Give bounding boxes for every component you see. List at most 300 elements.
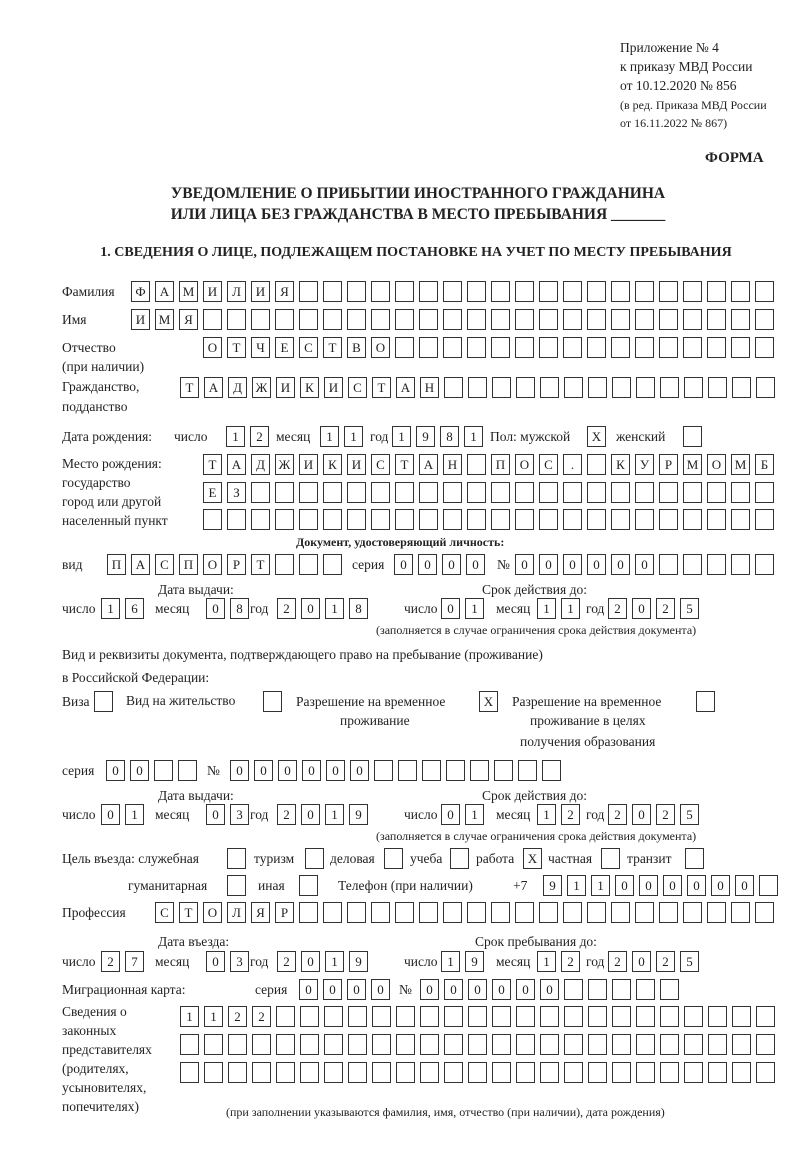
- profession-cell[interactable]: Р: [275, 902, 294, 923]
- person-surname-cell[interactable]: [731, 281, 750, 302]
- person-birth-place1-cell[interactable]: К: [611, 454, 630, 475]
- profession-cell[interactable]: [683, 902, 702, 923]
- person-citizenship-cell[interactable]: [516, 377, 535, 398]
- id-document-number-cell[interactable]: 0: [587, 554, 606, 575]
- profession-cell[interactable]: [659, 902, 678, 923]
- person-patronymic-cell[interactable]: [587, 337, 606, 358]
- profession-cell[interactable]: [707, 902, 726, 923]
- migration-card-number-cell[interactable]: 0: [444, 979, 463, 1000]
- representatives-line1-cell[interactable]: 1: [180, 1006, 199, 1027]
- profession-cell[interactable]: [347, 902, 366, 923]
- person-birth-place1-cell[interactable]: Д: [251, 454, 270, 475]
- person-surname-cell[interactable]: [347, 281, 366, 302]
- entry-entry-month-cell[interactable]: 3: [230, 951, 249, 972]
- person-birth-place2-cell[interactable]: [467, 482, 486, 503]
- person-citizenship-cell[interactable]: [636, 377, 655, 398]
- person-citizenship-cell[interactable]: А: [204, 377, 223, 398]
- entry-entry-year-cell[interactable]: 2: [277, 951, 296, 972]
- person-name-cell[interactable]: [443, 309, 462, 330]
- entry-stay-year-cell[interactable]: 2: [656, 951, 675, 972]
- id-document-valid-year-cell[interactable]: 5: [680, 598, 699, 619]
- person-citizenship-cell[interactable]: [684, 377, 703, 398]
- person-birth-place3-cell[interactable]: [683, 509, 702, 530]
- person-surname-cell[interactable]: [515, 281, 534, 302]
- person-birth-place1-cell[interactable]: П: [491, 454, 510, 475]
- profession-cell[interactable]: [491, 902, 510, 923]
- person-birth-place3-cell[interactable]: [707, 509, 726, 530]
- id-document-series-cell[interactable]: 0: [466, 554, 485, 575]
- person-birth-place1-cell[interactable]: У: [635, 454, 654, 475]
- person-birth-place2-cell[interactable]: [515, 482, 534, 503]
- person-citizenship-cell[interactable]: [660, 377, 679, 398]
- profession-cell[interactable]: [467, 902, 486, 923]
- person-birth-year-cell[interactable]: 1: [464, 426, 483, 447]
- purpose-work-cell[interactable]: X: [523, 848, 542, 869]
- representatives-line1-cell[interactable]: [468, 1006, 487, 1027]
- representatives-line3-cell[interactable]: [540, 1062, 559, 1083]
- representatives-line3-cell[interactable]: [252, 1062, 271, 1083]
- id-document-valid-month-cell[interactable]: 1: [537, 598, 556, 619]
- person-name-cell[interactable]: [419, 309, 438, 330]
- entry-stay-day-cell[interactable]: 9: [465, 951, 484, 972]
- representatives-line1-cell[interactable]: 2: [228, 1006, 247, 1027]
- entry-stay-year-cell[interactable]: 0: [632, 951, 651, 972]
- person-birth-place1-cell[interactable]: [467, 454, 486, 475]
- person-name-cell[interactable]: [515, 309, 534, 330]
- representatives-line2-cell[interactable]: [540, 1034, 559, 1055]
- person-sex-male-cell[interactable]: X: [587, 426, 606, 447]
- stay-document-series-cell[interactable]: 0: [106, 760, 125, 781]
- person-birth-place2-cell[interactable]: [587, 482, 606, 503]
- id-document-valid-year-cell[interactable]: 0: [632, 598, 651, 619]
- person-surname-cell[interactable]: [659, 281, 678, 302]
- representatives-line3-cell[interactable]: [228, 1062, 247, 1083]
- stay-document-temp-residence-cell[interactable]: X: [479, 691, 498, 712]
- person-birth-place2-cell[interactable]: [419, 482, 438, 503]
- person-birth-day-cell[interactable]: 2: [250, 426, 269, 447]
- person-name-cell[interactable]: Я: [179, 309, 198, 330]
- person-birth-place3-cell[interactable]: [659, 509, 678, 530]
- person-citizenship-cell[interactable]: Д: [228, 377, 247, 398]
- entry-entry-year-cell[interactable]: 0: [301, 951, 320, 972]
- person-patronymic-cell[interactable]: [659, 337, 678, 358]
- representatives-line3-cell[interactable]: [372, 1062, 391, 1083]
- person-birth-place1-cell[interactable]: И: [347, 454, 366, 475]
- id-document-issue-year-cell[interactable]: 0: [301, 598, 320, 619]
- profession-cell[interactable]: [371, 902, 390, 923]
- person-patronymic-cell[interactable]: [491, 337, 510, 358]
- person-birth-month-cell[interactable]: 1: [320, 426, 339, 447]
- stay-document-valid-day-cell[interactable]: 1: [465, 804, 484, 825]
- migration-card-number-cell[interactable]: 0: [516, 979, 535, 1000]
- person-birth-place1-cell[interactable]: К: [323, 454, 342, 475]
- stay-document-valid-year-cell[interactable]: 5: [680, 804, 699, 825]
- representatives-line2-cell[interactable]: [684, 1034, 703, 1055]
- person-name-cell[interactable]: [275, 309, 294, 330]
- profession-cell[interactable]: [515, 902, 534, 923]
- person-citizenship-cell[interactable]: [612, 377, 631, 398]
- profession-cell[interactable]: [299, 902, 318, 923]
- person-surname-cell[interactable]: А: [155, 281, 174, 302]
- representatives-line1-cell[interactable]: [756, 1006, 775, 1027]
- representatives-line3-cell[interactable]: [396, 1062, 415, 1083]
- person-patronymic-cell[interactable]: [515, 337, 534, 358]
- person-birth-place2-cell[interactable]: [539, 482, 558, 503]
- representatives-line2-cell[interactable]: [492, 1034, 511, 1055]
- person-patronymic-cell[interactable]: [707, 337, 726, 358]
- id-document-valid-day-cell[interactable]: 1: [465, 598, 484, 619]
- stay-document-residence-cell[interactable]: [263, 691, 282, 712]
- person-sex-female-cell[interactable]: [683, 426, 702, 447]
- representatives-line3-cell[interactable]: [444, 1062, 463, 1083]
- person-birth-place2-cell[interactable]: [443, 482, 462, 503]
- migration-card-series-cell[interactable]: 0: [371, 979, 390, 1000]
- person-name-cell[interactable]: [707, 309, 726, 330]
- representatives-line3-cell[interactable]: [468, 1062, 487, 1083]
- person-name-cell[interactable]: [347, 309, 366, 330]
- person-surname-cell[interactable]: [323, 281, 342, 302]
- id-document-kind-cell[interactable]: [275, 554, 294, 575]
- profession-cell[interactable]: [395, 902, 414, 923]
- stay-document-valid-year-cell[interactable]: 0: [632, 804, 651, 825]
- person-name-cell[interactable]: [635, 309, 654, 330]
- person-birth-place2-cell[interactable]: [635, 482, 654, 503]
- person-birth-place1-cell[interactable]: Т: [395, 454, 414, 475]
- person-name-cell[interactable]: [251, 309, 270, 330]
- phone-cell[interactable]: 0: [615, 875, 634, 896]
- profession-cell[interactable]: [635, 902, 654, 923]
- person-birth-place2-cell[interactable]: [683, 482, 702, 503]
- person-patronymic-cell[interactable]: [755, 337, 774, 358]
- phone-cell[interactable]: 0: [687, 875, 706, 896]
- representatives-line2-cell[interactable]: [348, 1034, 367, 1055]
- representatives-line3-cell[interactable]: [612, 1062, 631, 1083]
- stay-document-valid-year-cell[interactable]: 2: [608, 804, 627, 825]
- entry-stay-year-cell[interactable]: 5: [680, 951, 699, 972]
- person-birth-place1-cell[interactable]: Р: [659, 454, 678, 475]
- person-surname-cell[interactable]: [419, 281, 438, 302]
- person-patronymic-cell[interactable]: [419, 337, 438, 358]
- person-patronymic-cell[interactable]: [635, 337, 654, 358]
- representatives-line1-cell[interactable]: [612, 1006, 631, 1027]
- person-surname-cell[interactable]: Л: [227, 281, 246, 302]
- person-name-cell[interactable]: [755, 309, 774, 330]
- person-surname-cell[interactable]: М: [179, 281, 198, 302]
- representatives-line1-cell[interactable]: [276, 1006, 295, 1027]
- person-surname-cell[interactable]: [635, 281, 654, 302]
- representatives-line1-cell[interactable]: [588, 1006, 607, 1027]
- migration-card-series-cell[interactable]: 0: [347, 979, 366, 1000]
- stay-document-number-cell[interactable]: [542, 760, 561, 781]
- representatives-line3-cell[interactable]: [492, 1062, 511, 1083]
- person-birth-place1-cell[interactable]: С: [371, 454, 390, 475]
- representatives-line1-cell[interactable]: [516, 1006, 535, 1027]
- purpose-transit-cell[interactable]: [685, 848, 704, 869]
- person-name-cell[interactable]: [299, 309, 318, 330]
- representatives-line1-cell[interactable]: [636, 1006, 655, 1027]
- person-citizenship-cell[interactable]: И: [276, 377, 295, 398]
- person-birth-month-cell[interactable]: 1: [344, 426, 363, 447]
- person-birth-place3-cell[interactable]: [539, 509, 558, 530]
- person-birth-place1-cell[interactable]: Т: [203, 454, 222, 475]
- person-name-cell[interactable]: [323, 309, 342, 330]
- purpose-official-cell[interactable]: [227, 848, 246, 869]
- representatives-line1-cell[interactable]: 1: [204, 1006, 223, 1027]
- person-patronymic-cell[interactable]: [443, 337, 462, 358]
- id-document-kind-cell[interactable]: С: [155, 554, 174, 575]
- person-birth-place3-cell[interactable]: [323, 509, 342, 530]
- person-birth-place1-cell[interactable]: М: [731, 454, 750, 475]
- person-birth-place2-cell[interactable]: [755, 482, 774, 503]
- representatives-line3-cell[interactable]: [660, 1062, 679, 1083]
- person-surname-cell[interactable]: [707, 281, 726, 302]
- person-birth-place3-cell[interactable]: [587, 509, 606, 530]
- person-birth-place2-cell[interactable]: [347, 482, 366, 503]
- representatives-line3-cell[interactable]: [708, 1062, 727, 1083]
- entry-entry-day-cell[interactable]: 2: [101, 951, 120, 972]
- person-name-cell[interactable]: М: [155, 309, 174, 330]
- profession-cell[interactable]: Т: [179, 902, 198, 923]
- representatives-line1-cell[interactable]: [540, 1006, 559, 1027]
- representatives-line1-cell[interactable]: [492, 1006, 511, 1027]
- person-citizenship-cell[interactable]: [588, 377, 607, 398]
- migration-card-number-cell[interactable]: [588, 979, 607, 1000]
- migration-card-number-cell[interactable]: [636, 979, 655, 1000]
- person-citizenship-cell[interactable]: К: [300, 377, 319, 398]
- person-birth-place1-cell[interactable]: О: [515, 454, 534, 475]
- profession-cell[interactable]: [755, 902, 774, 923]
- person-patronymic-cell[interactable]: [683, 337, 702, 358]
- representatives-line3-cell[interactable]: [516, 1062, 535, 1083]
- person-birth-place3-cell[interactable]: [731, 509, 750, 530]
- person-birth-place3-cell[interactable]: [227, 509, 246, 530]
- migration-card-series-cell[interactable]: 0: [299, 979, 318, 1000]
- phone-cell[interactable]: 0: [711, 875, 730, 896]
- person-name-cell[interactable]: [227, 309, 246, 330]
- person-patronymic-cell[interactable]: Ч: [251, 337, 270, 358]
- person-patronymic-cell[interactable]: [731, 337, 750, 358]
- representatives-line1-cell[interactable]: [348, 1006, 367, 1027]
- stay-document-series-cell[interactable]: [154, 760, 173, 781]
- stay-document-number-cell[interactable]: 0: [350, 760, 369, 781]
- person-name-cell[interactable]: [731, 309, 750, 330]
- representatives-line2-cell[interactable]: [228, 1034, 247, 1055]
- representatives-line2-cell[interactable]: [588, 1034, 607, 1055]
- representatives-line3-cell[interactable]: [348, 1062, 367, 1083]
- person-citizenship-cell[interactable]: Н: [420, 377, 439, 398]
- stay-document-number-cell[interactable]: 0: [326, 760, 345, 781]
- person-name-cell[interactable]: [203, 309, 222, 330]
- entry-entry-day-cell[interactable]: 7: [125, 951, 144, 972]
- phone-cell[interactable]: 9: [543, 875, 562, 896]
- person-patronymic-cell[interactable]: [395, 337, 414, 358]
- person-birth-place1-cell[interactable]: [587, 454, 606, 475]
- id-document-valid-year-cell[interactable]: 2: [608, 598, 627, 619]
- representatives-line1-cell[interactable]: [372, 1006, 391, 1027]
- id-document-kind-cell[interactable]: А: [131, 554, 150, 575]
- person-name-cell[interactable]: [467, 309, 486, 330]
- stay-document-series-cell[interactable]: 0: [130, 760, 149, 781]
- representatives-line2-cell[interactable]: [516, 1034, 535, 1055]
- person-birth-place3-cell[interactable]: [635, 509, 654, 530]
- migration-card-series-cell[interactable]: 0: [323, 979, 342, 1000]
- person-birth-place3-cell[interactable]: [563, 509, 582, 530]
- person-birth-place2-cell[interactable]: [659, 482, 678, 503]
- person-surname-cell[interactable]: И: [203, 281, 222, 302]
- person-birth-place1-cell[interactable]: А: [227, 454, 246, 475]
- stay-document-number-cell[interactable]: 0: [254, 760, 273, 781]
- entry-stay-month-cell[interactable]: 1: [537, 951, 556, 972]
- person-surname-cell[interactable]: [755, 281, 774, 302]
- person-birth-place3-cell[interactable]: [515, 509, 534, 530]
- profession-cell[interactable]: Л: [227, 902, 246, 923]
- representatives-line1-cell[interactable]: [708, 1006, 727, 1027]
- id-document-valid-month-cell[interactable]: 1: [561, 598, 580, 619]
- representatives-line1-cell[interactable]: [660, 1006, 679, 1027]
- id-document-number-cell[interactable]: 0: [635, 554, 654, 575]
- profession-cell[interactable]: [587, 902, 606, 923]
- person-birth-place1-cell[interactable]: О: [707, 454, 726, 475]
- person-birth-place2-cell[interactable]: З: [227, 482, 246, 503]
- person-patronymic-cell[interactable]: Т: [227, 337, 246, 358]
- person-birth-place3-cell[interactable]: [611, 509, 630, 530]
- person-birth-place1-cell[interactable]: М: [683, 454, 702, 475]
- person-birth-year-cell[interactable]: 9: [416, 426, 435, 447]
- id-document-kind-cell[interactable]: П: [107, 554, 126, 575]
- person-name-cell[interactable]: [395, 309, 414, 330]
- purpose-business-cell[interactable]: [384, 848, 403, 869]
- person-birth-place1-cell[interactable]: Б: [755, 454, 774, 475]
- migration-card-number-cell[interactable]: [612, 979, 631, 1000]
- representatives-line3-cell[interactable]: [276, 1062, 295, 1083]
- representatives-line2-cell[interactable]: [204, 1034, 223, 1055]
- id-document-kind-cell[interactable]: Т: [251, 554, 270, 575]
- representatives-line2-cell[interactable]: [564, 1034, 583, 1055]
- person-surname-cell[interactable]: Я: [275, 281, 294, 302]
- stay-document-visa-cell[interactable]: [94, 691, 113, 712]
- representatives-line2-cell[interactable]: [300, 1034, 319, 1055]
- stay-document-issue-day-cell[interactable]: 1: [125, 804, 144, 825]
- person-patronymic-cell[interactable]: [467, 337, 486, 358]
- representatives-line3-cell[interactable]: [732, 1062, 751, 1083]
- stay-document-valid-month-cell[interactable]: 1: [537, 804, 556, 825]
- stay-document-number-cell[interactable]: [470, 760, 489, 781]
- representatives-line1-cell[interactable]: [300, 1006, 319, 1027]
- profession-cell[interactable]: О: [203, 902, 222, 923]
- stay-document-number-cell[interactable]: [374, 760, 393, 781]
- person-citizenship-cell[interactable]: [708, 377, 727, 398]
- representatives-line3-cell[interactable]: [636, 1062, 655, 1083]
- person-patronymic-cell[interactable]: Т: [323, 337, 342, 358]
- representatives-line2-cell[interactable]: [636, 1034, 655, 1055]
- id-document-number-cell[interactable]: [755, 554, 774, 575]
- person-birth-place2-cell[interactable]: [275, 482, 294, 503]
- stay-document-series-cell[interactable]: [178, 760, 197, 781]
- person-birth-place2-cell[interactable]: [395, 482, 414, 503]
- representatives-line2-cell[interactable]: [756, 1034, 775, 1055]
- person-birth-place2-cell[interactable]: [323, 482, 342, 503]
- person-birth-place2-cell[interactable]: [371, 482, 390, 503]
- person-citizenship-cell[interactable]: С: [348, 377, 367, 398]
- person-patronymic-cell[interactable]: В: [347, 337, 366, 358]
- phone-cell[interactable]: 1: [591, 875, 610, 896]
- stay-document-number-cell[interactable]: 0: [302, 760, 321, 781]
- person-patronymic-cell[interactable]: [611, 337, 630, 358]
- id-document-number-cell[interactable]: 0: [611, 554, 630, 575]
- person-birth-place3-cell[interactable]: [371, 509, 390, 530]
- profession-cell[interactable]: С: [155, 902, 174, 923]
- representatives-line2-cell[interactable]: [180, 1034, 199, 1055]
- stay-document-number-cell[interactable]: [494, 760, 513, 781]
- migration-card-number-cell[interactable]: 0: [492, 979, 511, 1000]
- id-document-kind-cell[interactable]: П: [179, 554, 198, 575]
- representatives-line2-cell[interactable]: [708, 1034, 727, 1055]
- migration-card-number-cell[interactable]: 0: [420, 979, 439, 1000]
- person-birth-place3-cell[interactable]: [395, 509, 414, 530]
- id-document-issue-year-cell[interactable]: 2: [277, 598, 296, 619]
- representatives-line3-cell[interactable]: [204, 1062, 223, 1083]
- entry-entry-year-cell[interactable]: 1: [325, 951, 344, 972]
- entry-stay-day-cell[interactable]: 1: [441, 951, 460, 972]
- person-name-cell[interactable]: [371, 309, 390, 330]
- person-surname-cell[interactable]: [611, 281, 630, 302]
- representatives-line3-cell[interactable]: [588, 1062, 607, 1083]
- person-surname-cell[interactable]: [467, 281, 486, 302]
- person-name-cell[interactable]: [539, 309, 558, 330]
- stay-document-number-cell[interactable]: [446, 760, 465, 781]
- id-document-issue-month-cell[interactable]: 0: [206, 598, 225, 619]
- person-citizenship-cell[interactable]: Ж: [252, 377, 271, 398]
- person-surname-cell[interactable]: [539, 281, 558, 302]
- person-citizenship-cell[interactable]: [444, 377, 463, 398]
- id-document-number-cell[interactable]: [707, 554, 726, 575]
- id-document-issue-year-cell[interactable]: 8: [349, 598, 368, 619]
- representatives-line1-cell[interactable]: [420, 1006, 439, 1027]
- person-birth-place3-cell[interactable]: [251, 509, 270, 530]
- person-birth-place3-cell[interactable]: [443, 509, 462, 530]
- person-birth-place1-cell[interactable]: А: [419, 454, 438, 475]
- person-birth-place2-cell[interactable]: [491, 482, 510, 503]
- person-birth-place3-cell[interactable]: [467, 509, 486, 530]
- person-surname-cell[interactable]: [563, 281, 582, 302]
- purpose-humanitarian-cell[interactable]: [227, 875, 246, 896]
- stay-document-issue-year-cell[interactable]: 1: [325, 804, 344, 825]
- person-birth-place2-cell[interactable]: [731, 482, 750, 503]
- person-citizenship-cell[interactable]: Т: [180, 377, 199, 398]
- person-birth-place1-cell[interactable]: С: [539, 454, 558, 475]
- id-document-kind-cell[interactable]: [299, 554, 318, 575]
- person-name-cell[interactable]: [683, 309, 702, 330]
- person-citizenship-cell[interactable]: [492, 377, 511, 398]
- person-birth-day-cell[interactable]: 1: [226, 426, 245, 447]
- id-document-kind-cell[interactable]: О: [203, 554, 222, 575]
- id-document-valid-year-cell[interactable]: 2: [656, 598, 675, 619]
- person-birth-place1-cell[interactable]: И: [299, 454, 318, 475]
- person-name-cell[interactable]: [491, 309, 510, 330]
- person-name-cell[interactable]: [659, 309, 678, 330]
- representatives-line3-cell[interactable]: [420, 1062, 439, 1083]
- id-document-series-cell[interactable]: 0: [394, 554, 413, 575]
- purpose-study-cell[interactable]: [450, 848, 469, 869]
- person-birth-place2-cell[interactable]: Е: [203, 482, 222, 503]
- person-surname-cell[interactable]: [587, 281, 606, 302]
- phone-cell[interactable]: 0: [735, 875, 754, 896]
- id-document-number-cell[interactable]: [683, 554, 702, 575]
- person-citizenship-cell[interactable]: [540, 377, 559, 398]
- person-birth-place3-cell[interactable]: [491, 509, 510, 530]
- id-document-number-cell[interactable]: [659, 554, 678, 575]
- representatives-line1-cell[interactable]: [564, 1006, 583, 1027]
